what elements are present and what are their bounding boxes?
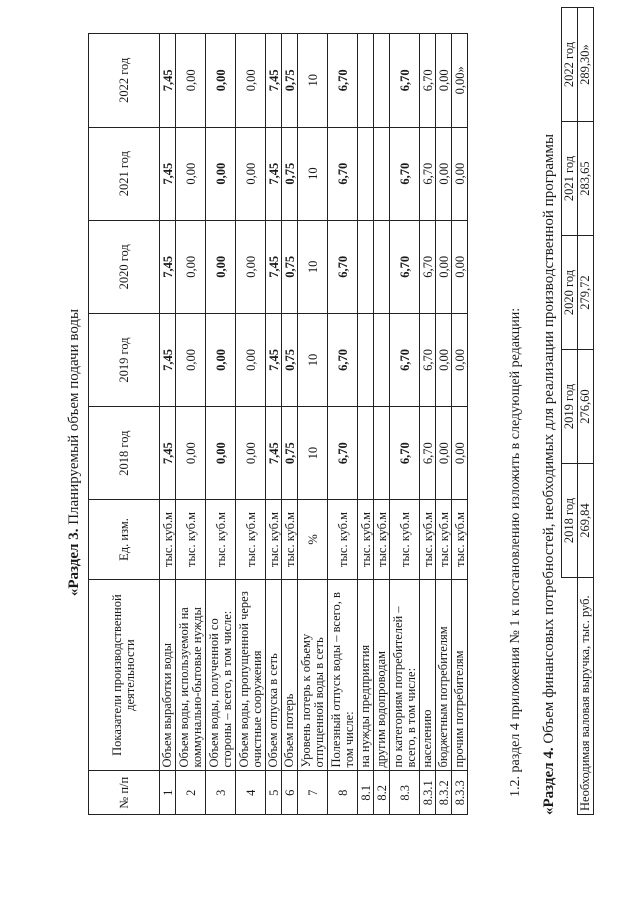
row-number: 6 <box>282 771 298 815</box>
row-indicator: Объем потерь <box>282 579 298 771</box>
row-value: 0,00 <box>436 407 452 500</box>
row-value: 7,45 <box>266 127 282 220</box>
row-unit: тыс. куб.м <box>420 500 436 579</box>
row-value: 0,00 <box>236 34 266 128</box>
section3-title-bold: «Раздел 3. <box>66 528 82 597</box>
financial-row-label: Необходимая валовая выручка, тыс. руб. <box>578 578 594 815</box>
row-value: 0,00 <box>452 220 468 313</box>
row-value: 7,45 <box>266 313 282 406</box>
row-unit: тыс. куб.м <box>282 500 298 579</box>
row-value: 0,00 <box>436 127 452 220</box>
financial-value-2021: 283,65 <box>578 122 594 236</box>
table-body <box>160 34 468 815</box>
row-value <box>358 127 374 220</box>
row-value: 0,00 <box>176 34 206 128</box>
row-unit: тыс. куб.м <box>160 500 176 579</box>
row-number: 8.2 <box>374 771 390 815</box>
row-value: 0,00 <box>236 313 266 406</box>
row-indicator: прочим потребителям <box>452 579 468 771</box>
row-indicator: Объем отпуска в сеть <box>266 579 282 771</box>
row-number: 3 <box>206 771 236 815</box>
financial-year-2022: 2022 год <box>562 8 578 122</box>
row-unit: тыс. куб.м <box>390 500 420 579</box>
row-value: 6,70 <box>390 220 420 313</box>
row-number: 8.3.1 <box>420 771 436 815</box>
row-number: 8.3 <box>390 771 420 815</box>
row-unit: тыс. куб.м <box>452 500 468 579</box>
financial-value-2019: 276,60 <box>578 350 594 464</box>
row-number: 8.1 <box>358 771 374 815</box>
row-value: 6,70 <box>420 127 436 220</box>
row-indicator: населению <box>420 579 436 771</box>
section4-title <box>541 134 558 815</box>
row-unit: тыс. куб.м <box>436 500 452 579</box>
header-2019: 2019 год <box>89 313 160 406</box>
row-value <box>374 220 390 313</box>
row-value: 0,00 <box>236 407 266 500</box>
row-value: 7,45 <box>160 127 176 220</box>
row-value: 0,00 <box>206 407 236 500</box>
row-value <box>358 220 374 313</box>
row-value: 0,00 <box>206 220 236 313</box>
table-row <box>298 34 328 815</box>
row-value: 7,45 <box>266 34 282 128</box>
row-value: 0,00 <box>436 220 452 313</box>
row-value: 0,75 <box>282 127 298 220</box>
table-row <box>176 34 206 815</box>
row-value: 0,75 <box>282 407 298 500</box>
row-indicator: Уровень потерь к объему отпущенной воды в сеть <box>298 579 328 771</box>
header-num: № п/п <box>89 771 160 815</box>
row-value: 0,00 <box>452 407 468 500</box>
table-row <box>358 34 374 815</box>
row-value: 0,00 <box>176 407 206 500</box>
row-value: 0,00» <box>452 34 468 128</box>
row-unit: тыс. куб.м <box>266 500 282 579</box>
row-unit: тыс. куб.м <box>236 500 266 579</box>
row-value: 0,00 <box>176 220 206 313</box>
row-value: 0,75 <box>282 34 298 128</box>
row-value: 6,70 <box>420 407 436 500</box>
section3-title <box>66 0 83 905</box>
row-value: 6,70 <box>328 407 358 500</box>
row-value: 6,70 <box>420 313 436 406</box>
table-header-row <box>89 34 160 815</box>
row-unit: тыс. куб.м <box>328 500 358 579</box>
row-value: 6,70 <box>420 34 436 128</box>
row-value: 10 <box>298 407 328 500</box>
row-value: 0,00 <box>236 220 266 313</box>
table-row <box>452 34 468 815</box>
row-value: 10 <box>298 127 328 220</box>
row-value: 6,70 <box>390 127 420 220</box>
row-value: 7,45 <box>160 313 176 406</box>
row-value: 10 <box>298 220 328 313</box>
row-number: 4 <box>236 771 266 815</box>
row-value: 10 <box>298 34 328 128</box>
table-row <box>420 34 436 815</box>
financial-value-row <box>578 8 594 815</box>
row-value: 0,00 <box>206 313 236 406</box>
row-value: 0,00 <box>176 313 206 406</box>
header-2022: 2022 год <box>89 34 160 128</box>
amendment-note: 1.2. раздел 4 приложения № 1 к постановлению изложить в следующей редакции: <box>508 307 523 797</box>
financial-header-row <box>562 8 578 815</box>
row-value: 0,75 <box>282 313 298 406</box>
row-value <box>374 34 390 128</box>
row-unit: тыс. куб.м <box>358 500 374 579</box>
row-value: 7,45 <box>160 34 176 128</box>
row-unit: тыс. куб.м <box>176 500 206 579</box>
row-value <box>358 407 374 500</box>
table-row <box>206 34 236 815</box>
financial-header-blank <box>562 578 578 815</box>
row-value: 0,00 <box>452 313 468 406</box>
row-indicator: Объем воды, полученной со стороны – всего, в том числе: <box>206 579 236 771</box>
financial-year-2020: 2020 год <box>562 236 578 350</box>
row-value: 6,70 <box>328 34 358 128</box>
header-2018: 2018 год <box>89 407 160 500</box>
row-number: 8.3.3 <box>452 771 468 815</box>
row-value: 0,00 <box>436 34 452 128</box>
table-row <box>266 34 282 815</box>
table-row <box>390 34 420 815</box>
table-row <box>374 34 390 815</box>
row-indicator: Полезный отпуск воды – всего, в том числе: <box>328 579 358 771</box>
section4-title-bold: «Раздел 4. <box>541 747 557 815</box>
row-value: 0,00 <box>436 313 452 406</box>
table-row <box>236 34 266 815</box>
row-unit: тыс. куб.м <box>374 500 390 579</box>
row-unit: % <box>298 500 328 579</box>
row-number: 8 <box>328 771 358 815</box>
row-value: 0,00 <box>176 127 206 220</box>
header-indicator: Показатели производственной деятельности <box>89 579 160 771</box>
financial-value-2018: 269,84 <box>578 464 594 578</box>
row-value: 0,00 <box>206 127 236 220</box>
row-value: 7,45 <box>266 220 282 313</box>
section4-title-text: Объем финансовых потребностей, необходимых для реализации производственной программы <box>541 133 557 748</box>
row-value: 7,45 <box>266 407 282 500</box>
row-value: 6,70 <box>420 220 436 313</box>
row-value: 6,70 <box>328 127 358 220</box>
row-indicator: Объем воды, пропущенной через очистные сооружения <box>236 579 266 771</box>
financial-needs-table <box>561 7 594 815</box>
row-value: 0,75 <box>282 220 298 313</box>
table-row <box>160 34 176 815</box>
row-number: 2 <box>176 771 206 815</box>
row-value <box>358 313 374 406</box>
row-value: 10 <box>298 313 328 406</box>
financial-year-2021: 2021 год <box>562 122 578 236</box>
row-indicator: другим водопроводам <box>374 579 390 771</box>
row-indicator: Объем выработки воды <box>160 579 176 771</box>
row-value: 7,45 <box>160 220 176 313</box>
financial-year-2018: 2018 год <box>562 464 578 578</box>
row-value: 6,70 <box>390 407 420 500</box>
table-row <box>282 34 298 815</box>
financial-value-2020: 279,72 <box>578 236 594 350</box>
header-2020: 2020 год <box>89 220 160 313</box>
row-unit: тыс. куб.м <box>206 500 236 579</box>
water-supply-table <box>88 33 468 815</box>
row-indicator: бюджетным потребителям <box>436 579 452 771</box>
row-value: 0,00 <box>452 127 468 220</box>
row-indicator: на нужды предприятия <box>358 579 374 771</box>
row-value: 0,00 <box>206 34 236 128</box>
row-indicator: по категориям потребителей – всего, в том числе: <box>390 579 420 771</box>
section3-title-text: Планируемый объем подачи воды <box>66 308 82 529</box>
row-value: 0,00 <box>236 127 266 220</box>
row-number: 1 <box>160 771 176 815</box>
header-2021: 2021 год <box>89 127 160 220</box>
row-indicator: Объем воды, используемой на коммунально-бытовые нужды <box>176 579 206 771</box>
row-value: 6,70 <box>390 313 420 406</box>
row-number: 8.3.2 <box>436 771 452 815</box>
row-value: 6,70 <box>328 220 358 313</box>
row-number: 7 <box>298 771 328 815</box>
table-row <box>328 34 358 815</box>
table-row <box>436 34 452 815</box>
row-value <box>374 313 390 406</box>
header-unit: Ед. изм. <box>89 500 160 579</box>
financial-value-2022: 289,30» <box>578 8 594 122</box>
row-value <box>374 127 390 220</box>
row-value <box>358 34 374 128</box>
row-value <box>374 407 390 500</box>
financial-year-2019: 2019 год <box>562 350 578 464</box>
row-number: 5 <box>266 771 282 815</box>
row-value: 6,70 <box>328 313 358 406</box>
row-value: 6,70 <box>390 34 420 128</box>
row-value: 7,45 <box>160 407 176 500</box>
